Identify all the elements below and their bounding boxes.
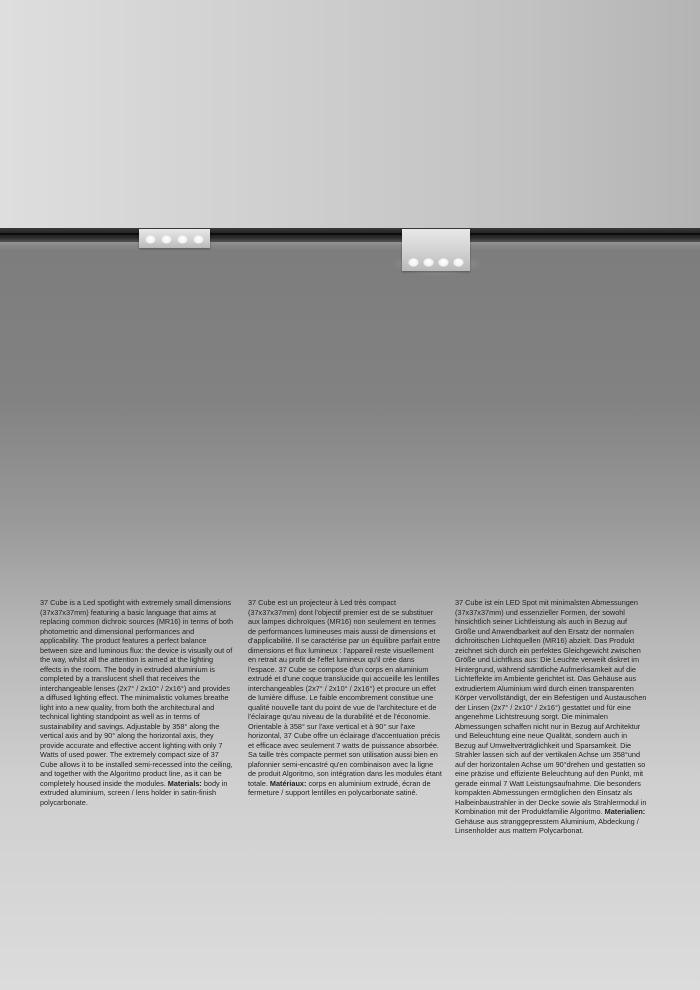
body-text: 37 Cube est un projecteur à Led très compact (37x37x37mm) dont l'objectif premier est de se substituer aux lampes dichroïques (MR16) non seulement en termes de performances lumineuses mais aussi de dimensions et d'applicabilité. Il se caractérise par un équilibre parfait entre dimensions et flux lumineux : l'appareil reste visuellement en retrait au profit de l'effet lumineux qu'il crée dans l'espace. 37 Cube se compose d'un corps en aluminium extrudé et d'une coque translucide qui accueille les lentilles interchangeables (2x7° / 2x10° / 2x16°) et procure un effet de lumière diffuse. Le faible encombrement constitue une qualité nouvelle tant du point de vue de l'architecture et de l'éclairage qu'au niveau de la durabilité et de l'économie. Orientable à 358° sur l'axe vertical et à 90° sur l'axe horizontal, 37 Cube offre un éclairage d'accentuation précis et efficace avec seulement 7 watts de puissance absorbée. Sa taille très compacte permet son utilisation aussi bien en plafonnier semi-encastré qu'en combinaison avec la ligne de produit Algoritmo, son intégration dans les modules étant totale. (248, 598, 442, 788)
lens-icon (145, 235, 156, 244)
lens-icon (453, 258, 464, 267)
track-rail (0, 228, 700, 242)
materials-text: Gehäuse aus stranggepresstem Aluminium, Abdeckung / Linsenholder aus mattem Polycarbonat. (455, 816, 639, 835)
lens-row (145, 235, 204, 245)
body-text: 37 Cube ist ein LED Spot mit minimalsten Abmessungen (37x37x37mm) und essenzieller Formen, der sowohl hinsichtlich seiner Lichtleistung als auch in Bezug auf Größe und Anwendbarkeit auf den Ersatz der normalen dichroitischen Lichtquellen (MR16) abzielt. Das Produkt zeichnet sich durch ein perfektes Gleichgewicht zwischen Größe und Lichtfluss aus: Die Leuchte verweilt diskret im Hintergrund, während sämtliche Aufmerksamkeit auf die Lichteffekte im Ambiente gerichtet ist. Das Gehäuse aus extrudiertem Aluminium wird durch einen transparenten Körper vervollständigt, der ein Befestigen und Austauschen der Linsen (2x7° / 2x10° / 2x16°) gestattet und für eine angenehme Lichtstreuung sorgt. Die minimalen Abmessungen schaffen nicht nur in Bezug auf Architektur und Beleuchtung eine neue Qualität, sondern auch in Bezug auf Umweltverträglichkeit und Sparsamkeit. Die Strahler lassen sich auf der vertikalen Achse um 358°und auf der horizontalen Achse um 90°drehen und gestatten so eine präzise und effiziente Beleuchtung auf den Punkt, mit gerade einmal 7 Watt Leistungsaufnahme. Die besonders kompakten Abmessungen ermöglichen den Einsatz als Halbeinbaustrahler in der Decke sowie als Strahlermodul in Kombination mit der Produktfamilie Algoritmo. (455, 598, 647, 816)
lens-row (408, 258, 464, 268)
lens-icon (438, 258, 449, 267)
lens-icon (193, 235, 204, 244)
materials-text: corps en aluminium extrudé, écran de fermeture / support lentilles en polycarbonate satiné. (248, 778, 431, 797)
materials-label: Matériaux: (269, 778, 309, 788)
text-column-german (455, 598, 649, 836)
lens-icon (177, 235, 188, 244)
body-text: 37 Cube is a Led spotlight with extremely small dimensions (37x37x37mm) featuring a basic language that aims at replacing common dichroic sources (MR16) in terms of both photometric and dimensional performances and applicability. The product features a perfect balance between size and luminous flux: the device is visually out of the way, whilst all the attention is aimed at the lighting effects in the room. The body in extruded aluminium is completed by a translucent shell that receives the interchangeable lenses (2x7° / 2x10° / 2x16°) and provides a diffused lighting effect. The minimalistic volumes breathe light into a new quality, from both the architectural and technical lighting standpoint as well as in terms of sustainability and savings. Adjustable by 358° along the vertical axis and by 90° along the horizontal axis, they provide accurate and effective accent lighting with only 7 Watts of used power. The extremely compact size of 37 Cube allows it to be installed semi-recessed into the ceiling, and together with the Algoritmo product line, as it can be completely housed inside the modules. (40, 598, 234, 788)
text-column-french (248, 598, 442, 798)
ceiling-photo-area (0, 0, 700, 228)
lens-icon (161, 235, 172, 244)
lens-icon (423, 258, 434, 267)
materials-label: Materialien: (604, 807, 646, 816)
track-rail-groove (0, 233, 700, 235)
text-column-english (40, 598, 234, 807)
materials-text: body in extruded aluminium, screen / lens holder in satin-finish polycarbonate. (40, 778, 228, 807)
spotlight-cube-image (402, 229, 470, 271)
lens-icon (408, 258, 419, 267)
spotlight-recessed-image (139, 229, 210, 248)
materials-label: Materials: (167, 778, 204, 788)
